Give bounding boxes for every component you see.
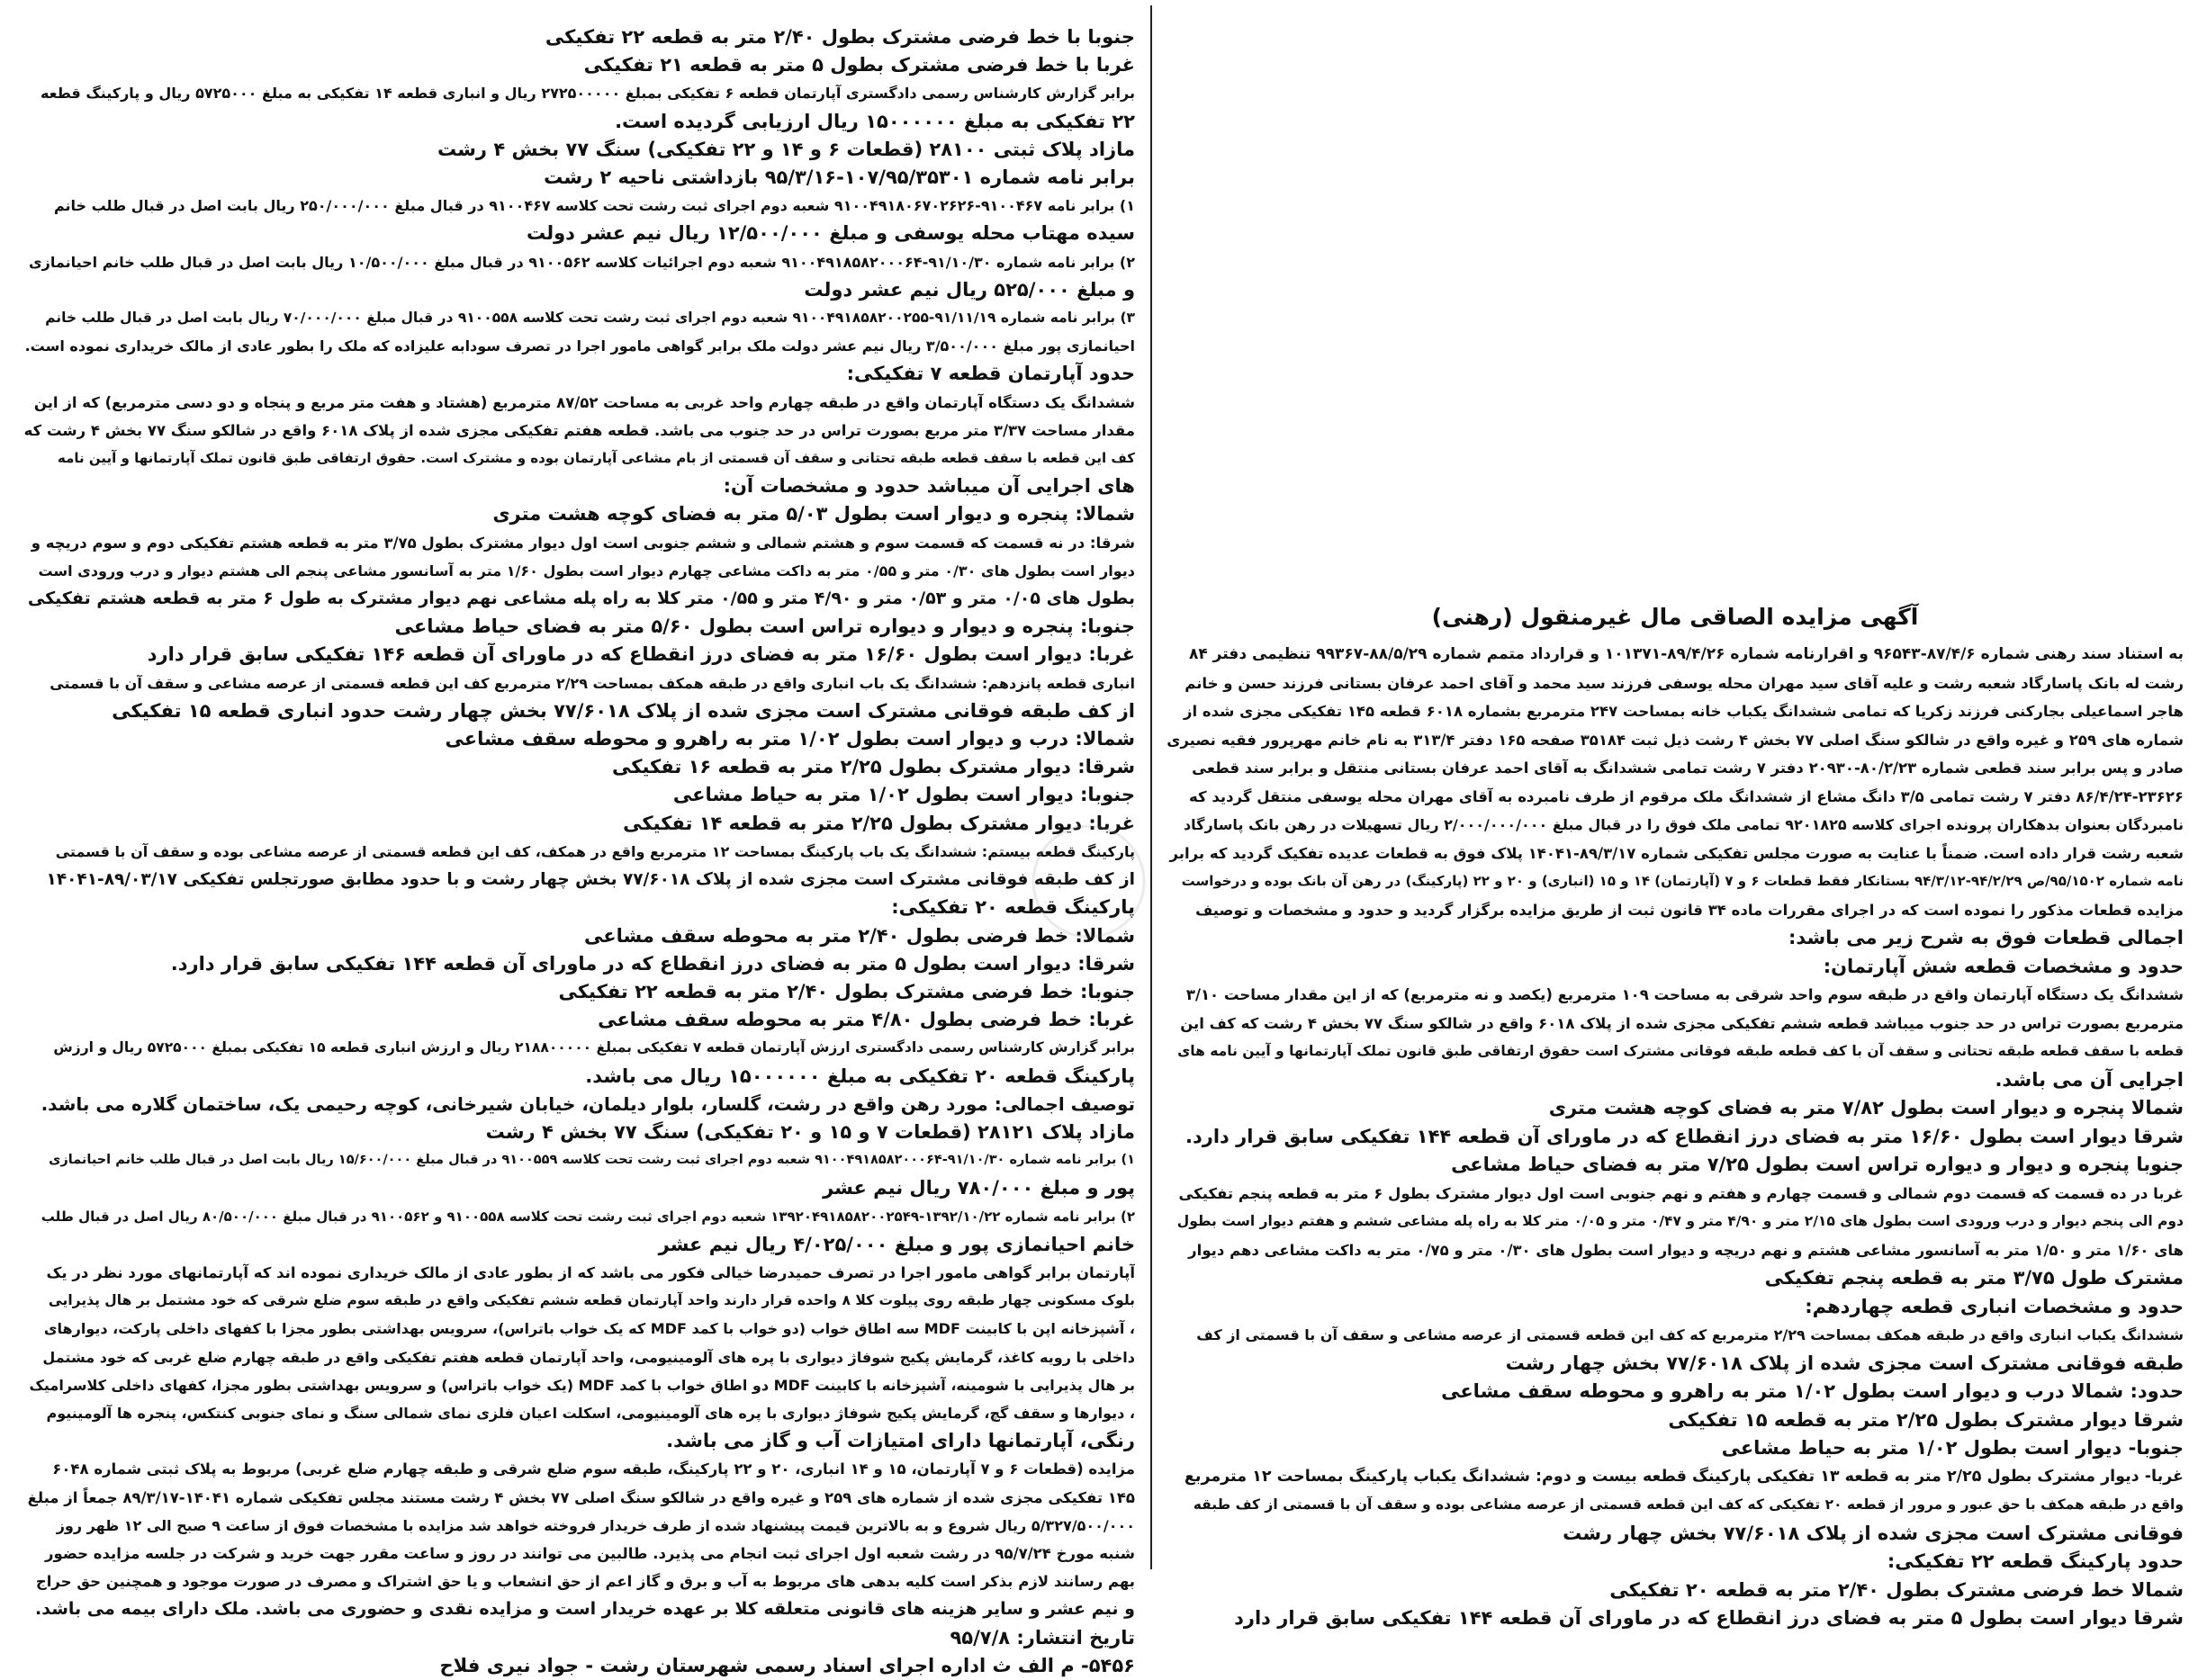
text-line: برابر نامه شماره ۱۰۷/۹۵/۳۵۳۰۱-۹۵/۳/۱۶ بازداشتی ناحیه ۲ رشت <box>544 166 1135 189</box>
text-line: مقدار مساحت ۳/۳۷ متر مربع بصورت تراس در حد جنوب می باشد. قطعه هفتم تفکیکی مجزی شده از پلاک ۶۰۱۸ واقع در شالکو سنگ ۷۷ بخش ۴ رشت که <box>23 421 1135 439</box>
text-line: شرقا دیوار است بطول ۵ متر به فضای درز انقطاع که در ماورای آن قطعه ۱۴۴ تفکیکی سابق قرار دارد <box>1234 1607 2184 1629</box>
text-line: دوم الی پنجم دیوار و درب ورودی است بطول های ۲/۱۵ متر و ۴/۹۰ متر و ۰/۴۷ متر و ۰/۰۵ متر کلا به راه پله مشاعی ششم و هفتم دیوار است بطول <box>1176 1213 2184 1229</box>
text-line: شرقا دیوار مشترک بطول ۲/۲۵ متر به قطعه ۱۵ تفکیکی <box>1668 1408 2184 1431</box>
text-line: بلوک مسکونی چهار طبقه روی پیلوت کلا ۸ واحده قرار دارند واحد آپارتمان قطعه ششم تفکیکی واقع در طبقه سوم ضلع شرقی که خود مشتمل بر هال پذیرایی <box>48 1292 1135 1309</box>
text-line: شرقا: دیوار است بطول ۵ متر به فضای درز انقطاع که در ماورای آن قطعه ۱۴۴ تفکیکی سابق قرار دارد. <box>170 952 1135 975</box>
text-line: طبقه فوقانی مشترک است مجزی شده از پلاک ۷۷/۶۰۱۸ بخش چهار رشت <box>1505 1352 2184 1374</box>
text-line: حدود و مشخصات قطعه شش آپارتمان: <box>1823 955 2184 977</box>
text-line: و مبلغ ۵۲۵/۰۰۰ ریال نیم عشر دولت <box>804 278 1135 301</box>
newspaper-page <box>5 5 2191 1676</box>
text-line: برابر گزارش کارشناس رسمی دادگستری ارزش آپارتمان قطعه ۷ تفکیکی بمبلغ ۲۱۸۸۰۰۰۰۰ ریال و ارزش انباری قطعه ۱۵ تفکیکی بمبلغ ۵۷۲۵۰۰۰ ریال و ارزش <box>53 1039 1135 1056</box>
text-line: مازاد پلاک ۲۸۱۲۱ (قطعات ۷ و ۱۵ و ۲۰ تفکیکی) سنگ ۷۷ بخش ۴ رشت <box>485 1120 1135 1143</box>
text-line: های اجرایی آن میباشد حدود و مشخصات آن: <box>723 475 1135 498</box>
text-line: غربا- دیوار مشترک بطول ۲/۲۵ متر به قطعه ۱۳ تفکیکی پارکینگ قطعه بیست و دوم: ششدانگ یکباب پارکینگ بمساحت ۱۲ مترمربع <box>1184 1467 2184 1486</box>
text-line: دیوار است بطول های ۰/۳۰ متر و ۰/۵۵ متر به داکت مشاعی چهارم دیوار است بطول ۱/۶۰ متر به آسانسور مشاعی پنجم الی هشتم دیوار و درب ورودی است <box>38 561 1135 579</box>
text-line: پارکینگ قطعه بیستم: ششدانگ یک باب پارکینگ بمساحت ۱۲ مترمربع واقع در همکف، کف این قطعه قسمتی از عرصه مشاعی بوده و سقف آن با قسمتی <box>55 842 1135 860</box>
text-line: و نیم عشر و سایر هزینه های قانونی متعلقه کلا بر عهده خریدار است و مزایده نقدی و حضوری می باشد. ملک دارای بیمه می باشد. <box>35 1599 1135 1620</box>
text-line: شمالا خط فرضی مشترک بطول ۲/۴۰ متر به قطعه ۲۰ تفکیکی <box>1609 1578 2184 1601</box>
text-line: سیده مهتاب محله یوسفی و مبلغ ۱۲/۵۰۰/۰۰۰ ریال نیم عشر دولت <box>527 222 1135 245</box>
text-line: مزایده (قطعات ۶ و ۷ آپارتمان، ۱۵ و ۱۴ انباری، ۲۰ و ۲۲ پارکینگ، طبقه سوم ضلع شرقی و طبقه چهارم ضلع غربی) مربوط به پلاک ثبتی شماره ۶۰۴۸ <box>52 1460 1135 1478</box>
text-line: غربا با خط فرضی مشترک بطول ۵ متر به قطعه ۲۱ تفکیکی <box>583 54 1135 76</box>
text-line: جنوبا: پنجره و دیوار و دیواره تراس است بطول ۵/۶۰ متر به فضای حیاط مشاعی <box>394 615 1135 638</box>
text-line: ۱) برابر نامه شماره ۹۱/۱۰/۳۰-۹۱۰۰۴۹۱۸۵۸۲۰۰۰۶۴ شعبه دوم اجرای ثبت رشت تحت کلاسه ۹۱۰۰۵۵۹ در قبال مبلغ ۱۵/۶۰۰/۰۰۰ ریال بابت اصل در قبال طلب خانم احیانمازی <box>49 1153 1135 1168</box>
text-line: پارکینگ قطعه ۲۰ تفکیکی: <box>891 896 1135 919</box>
text-line: بر هال پذیرایی با شومینه، آشپزخانه با کابینت MDF دو اطاق خواب با کمد MDF (یک خواب باتراس) و سرویس بهداشتی بطور مجزا، کفهای داخلی کلاسرامیک <box>29 1376 1135 1394</box>
text-line: احیانمازی پور مبلغ ۳/۵۰۰/۰۰۰ ریال نیم عشر دولت ملک برابر گواهی مامور اجرا در تصرف سودابه علیزاده که ملک را بطور عادی از مالک خریداری نموده است. <box>24 337 1135 355</box>
text-line: اجرایی آن می باشد. <box>1995 1068 2184 1091</box>
text-line: مزایده قطعات مذکور را نموده است که در اجرای مقررات ماده ۳۴ قانون ثبت از طریق مزایده برگزار گردید و حدود و مشخصات و توصیف <box>1195 901 2184 919</box>
text-line: رشت له بانک پاسارگاد شعبه رشت و علیه آقای سید مهران محله یوسفی فرزند سید محمد و آقای احمد عرفان بستانی فرزند حسن و خانم <box>1185 674 2184 692</box>
text-line: توصیف اجمالی: مورد رهن واقع در رشت، گلسار، بلوار دیلمان، خیابان شیرخانی، کوچه رحیمی یک، ساختمان گلاره می باشد. <box>41 1092 1135 1115</box>
text-line: نامبردگان بعنوان بدهکاران پرونده اجرای کلاسه ۹۲۰۱۸۲۵ تمامی ملک فوق را در قبال مبلغ ۲/۰۰۰/۰۰۰/۰۰۰ ریال تسهیلات در رهن بانک پاسارگاد <box>1183 816 2184 833</box>
text-line: شرقا دیوار است بطول ۱۶/۶۰ متر به فضای درز انقطاع که در ماورای آن قطعه ۱۴۴ تفکیکی سابق قرار دارد. <box>1185 1125 2184 1147</box>
text-line: ۳) برابر نامه شماره ۹۱/۱۱/۱۹-۹۱۰۰۴۹۱۸۵۸۲۰۰۲۵۵ شعبه دوم اجرای ثبت رشت تحت کلاسه ۹۱۰۰۵۵۸ در قبال مبلغ ۷۰/۰۰۰/۰۰۰ ریال بابت اصل در قبال طلب خانم <box>45 310 1135 327</box>
left-column-notice-text <box>23 23 1135 1680</box>
text-line: شعبه رشت قرار داده است. ضمناً با عنایت به صورت مجلس تفکیکی شماره ۸۹/۳/۱۷-۱۴۰۴۱ پلاک فوق به قطعات عدیده تفکیک گردید که برابر <box>1169 844 2184 862</box>
text-line: خانم احیانمازی پور و مبلغ ۴/۰۲۵/۰۰۰ ریال نیم عشر <box>658 1233 1135 1255</box>
text-line: ششدانگ یکباب انباری واقع در طبقه همکف بمساحت ۲/۲۹ مترمربع که کف این قطعه قسمتی از عرصه مشاعی و سقف آن با قسمتی از کف <box>1196 1326 2184 1343</box>
text-line: پارکینگ قطعه ۲۰ تفکیکی به مبلغ ۱۵۰۰۰۰۰۰ ریال می باشد. <box>585 1065 1135 1087</box>
text-line: شنبه مورخ ۹۵/۷/۲۴ در رشت شعبه اول اجرای ثبت انجام می پذیرد. طالبین می توانند در روز و ساعت مقرر جهت خرید و شرکت در جلسه مزایده حضور <box>45 1544 1135 1562</box>
notice-title: آگهی مزایده الصاقی مال غیرمنقول (رهنی) <box>1431 604 1919 630</box>
text-line: بطول های ۰/۰۵ متر و ۰/۵۳ متر و ۴/۹۰ متر و ۰/۵۵ متر کلا به راه پله مشاعی نهم دیوار مشترک به طول ۶ متر به قطعه هشتم تفکیکی <box>27 588 1135 609</box>
text-line: شمالا: پنجره و دیوار است بطول ۵/۰۳ متر به فضای کوچه هشت متری <box>492 503 1135 526</box>
text-line: ششدانگ یک دستگاه آپارتمان واقع در طبقه سوم واحد شرقی به مساحت ۱۰۹ مترمربع (یکصد و نه مترمربع) که از این مقدار مساحت ۳/۱۰ <box>1185 986 2184 1003</box>
text-line: شمالا: درب و دیوار است بطول ۱/۰۲ متر به راهرو و محوطه سقف مشاعی <box>445 728 1135 750</box>
text-line: حدود آپارتمان قطعه ۷ تفکیکی: <box>846 363 1135 385</box>
text-line: مازاد پلاک ثبتی ۲۸۱۰۰ (قطعات ۶ و ۱۴ و ۲۲ تفکیکی) سنگ ۷۷ بخش ۴ رشت <box>437 138 1135 160</box>
text-line: ، آشپزخانه اپن با کابینت MDF سه اطاق خواب (دو خواب با کمد MDF که یک خواب باتراس)، سرویس بهداشتی بطور مجزا با کفهای داخلی پارکت، دیوارهای <box>43 1320 1135 1338</box>
text-line: مشترک طول ۳/۷۵ متر به قطعه پنجم تفکیکی <box>1764 1267 2184 1289</box>
text-line: ششدانگ یک دستگاه آپارتمان واقع در طبقه چهارم واحد غربی به مساحت ۸۷/۵۲ مترمربع (هشتاد و هفت متر مربع و پنجاه و دو دسی مترمربع) که از این <box>33 393 1135 411</box>
text-line: ، دیوارها و سقف گچ، گرمایش پکیج شوفاژ دیواری با پره های آلومینیومی، اسکلت اعیان فلزی نمای شمالی سنگ و نمای جنوبی کنتکس، پنجره ها آلومینیوم <box>46 1404 1135 1422</box>
text-line: غربا در ده قسمت که قسمت دوم شمالی و قسمت چهارم و هفتم و نهم جنوبی است اول دیوار مشترک بطول ۶ متر به قطعه پنجم تفکیکی <box>1178 1184 2184 1202</box>
text-line: به استناد سند رهنی شماره ۸۷/۴/۶-۹۶۵۴۳ و اقرارنامه شماره ۸۹/۴/۲۶-۱۰۱۳۷۱ و قرارداد متمم شماره ۸۸/۵/۲۹-۹۹۳۶۷ تنظیمی دفتر ۸۴ <box>1188 645 2184 663</box>
text-line: شماره های ۲۵۹ و غیره واقع در شالکو سنگ اصلی ۷۷ بخش ۴ رشت ذیل ثبت ۳۵۱۸۴ صفحه ۱۶۵ دفتر ۳۱۳/۴ به نام خانم مهرپرور فقیه نصیری <box>1167 731 2184 749</box>
right-column-body <box>1167 641 2184 1633</box>
text-line: واقع در طبقه همکف با حق عبور و مرور از قطعه ۲۰ تفکیکی که کف این قطعه قسمتی از عرصه مشاعی بوده و سقف آن با قسمتی از کف طبقه <box>1193 1496 2184 1513</box>
right-column-notice <box>1167 599 2184 1633</box>
text-line: نامه شماره ۹۵/۱۵۰۲/ص ۹۴/۲/۲۹-۹۴/۳/۱۲ بستانکار فقط قطعات ۶ و ۷ (آپارتمان) ۱۴ و ۱۵ (انباری) و ۲۰ و ۲۲ (پارکینگ) در رهن آن بانک بوده و درخواست <box>1181 873 2184 889</box>
text-line: بهم رسانند لازم بذکر است کلیه بدهی های مربوط به آب و برق و گاز اعم از حق انشعاب و یا حق اشتراک و مصرف در صورت موجود و همچنین حق حراج <box>35 1573 1135 1591</box>
text-line: مترمربع بصورت تراس در حد جنوب میباشد قطعه ششم تفکیکی مجزی شده از پلاک ۶۰۱۸ واقع در شالکو سنگ ۷۷ بخش ۴ رشت که کف این <box>1180 1014 2184 1032</box>
column-divider <box>1150 5 1152 1569</box>
text-line: ۱) برابر نامه ۹۱۰۰۴۶۷-۹۱۰۰۴۹۱۸۰۶۷۰۲۶۲۶ شعبه دوم اجرای ثبت رشت تحت کلاسه ۹۱۰۰۴۶۷ در قبال مبلغ ۲۵۰/۰۰۰/۰۰۰ ریال بابت اصل در قبال طلب خانم <box>53 197 1135 215</box>
text-line: کف این قطعه با سقف قطعه طبقه تحتانی و سقف آن قسمتی از بام مشاعی آپارتمان بوده و مشترک است. حقوق ارتفاقی طبق قانون تملک آپارتمانها و آیین نامه <box>58 450 1135 467</box>
text-line: پور و مبلغ ۷۸۰/۰۰۰ ریال نیم عشر <box>823 1177 1135 1199</box>
text-line: اجمالی قطعات فوق به شرح زیر می باشد: <box>1788 927 2184 948</box>
text-line: غربا: دیوار مشترک بطول ۲/۲۵ متر به قطعه ۱۴ تفکیکی <box>623 812 1135 834</box>
text-line: شمالا: خط فرضی بطول ۲/۴۰ متر به محوطه سقف مشاعی <box>584 924 1135 947</box>
text-line: فوقانی مشترک است مجزی شده از پلاک ۷۷/۶۰۱۸ بخش چهار رشت <box>1563 1522 2184 1544</box>
text-line: از کف طبقه فوقانی مشترک است مجزی شده از پلاک ۷۷/۶۰۱۸ بخش چهار رشت حدود انباری قطعه ۱۵ تفکیکی <box>112 699 1135 722</box>
text-line: صادر و پس برابر سند قطعی شماره ۸۰/۲/۲۳-۲۰۹۳۰ دفتر ۷ رشت تمامی ششدانگ به آقای احمد عرفان بستانی منتقل و برابر سند قطعی <box>1192 759 2184 777</box>
text-line: ۵۴۵۶- م الف ث اداره اجرای اسناد رسمی شهرستان رشت - جواد نیری فلاح <box>439 1654 1135 1676</box>
text-line: جنوبا با خط فرضی مشترک بطول ۲/۴۰ متر به قطعه ۲۲ تفکیکی <box>545 26 1135 48</box>
text-line: ۸۶/۴/۲۴-۲۳۶۲۶ دفتر ۷ رشت تمامی ۳/۵ دانگ مشاع از ششدانگ ملک مرقوم از طرف نامبرده به آقای مهران محله یوسفی منتقل گردید که <box>1189 787 2184 805</box>
text-line: های ۱/۶۰ متر و ۱/۵۰ متر به آسانسور مشاعی هشتم و نهم دریچه و دیوار است بطول های ۰/۳۰ متر و ۰/۷۵ متر به داکت مشاعی دهم دیوار <box>1188 1241 2184 1259</box>
text-line: حدود پارکینگ قطعه ۲۲ تفکیکی: <box>1887 1550 2184 1572</box>
text-line: شرقا: دیوار مشترک بطول ۲/۲۵ متر به قطعه ۱۶ تفکیکی <box>612 756 1135 778</box>
text-line: شمالا پنجره و دیوار است بطول ۷/۸۲ متر به فضای کوچه هشت متری <box>1548 1097 2184 1119</box>
text-line: ۲) برابر نامه شماره ۱۳۹۲/۱۰/۲۲-۱۳۹۲۰۴۹۱۸۵۸۲۰۰۲۵۴۹ شعبه دوم اجرای ثبت رشت تحت کلاسه ۹۱۰۰۵۵۸ و ۹۱۰۰۵۶۲ در قبال مبلغ ۸۰/۵۰۰/۰۰۰ ریال اصل در قبال طلب <box>41 1208 1135 1225</box>
text-line: هاجر اسماعیلی بجارکنی فرزند زکریا که تمامی ششدانگ یکباب خانه بمساحت ۲۴۷ مترمربع بشماره ۶۰۱۸ قطعه ۱۴۵ تفکیکی مجزی شده از <box>1184 703 2184 720</box>
text-line: انباری قطعه پانزدهم: ششدانگ یک باب انباری واقع در طبقه همکف بمساحت ۲/۲۹ مترمربع کف این قطعه قسمتی از عرصه مشاعی و سقف آن با قسمتی <box>50 674 1135 692</box>
text-line: جنوبا: دیوار است بطول ۱/۰۲ متر به حیاط مشاعی <box>672 784 1135 806</box>
text-line: رنگی، آپارتمانها دارای امتیازات آب و گاز می باشد. <box>666 1430 1135 1452</box>
text-line: جنوبا- دیوار است بطول ۱/۰۲ متر به حیاط مشاعی <box>1721 1437 2184 1459</box>
text-line: حدود: شمالا درب و دیوار است بطول ۱/۰۲ متر به راهرو و محوطه سقف مشاعی <box>1441 1380 2184 1402</box>
text-line: ۲۲ تفکیکی به مبلغ ۱۵۰۰۰۰۰۰ ریال ارزیابی گردیده است. <box>615 110 1135 132</box>
text-line: غربا: دیوار است بطول ۱۶/۶۰ متر به فضای درز انقطاع که در ماورای آن قطعه ۱۴۶ تفکیکی سابق قرار دارد <box>147 643 1135 666</box>
text-line: قطعه با سقف قطعه طبقه تحتانی و سقف آن با کف قطعه طبقه فوقانی مشترک است حقوق ارتفاقی طبق قانون تملک آپارتمانها و آیین نامه های <box>1177 1043 2184 1059</box>
text-line: از کف طبقه فوقانی مشترک است مجزی شده از پلاک ۷۷/۶۰۱۸ بخش چهار رشت و با حدود مطابق صورتجلس تفکیکی ۸۹/۰۳/۱۷-۱۴۰۴۱ <box>46 870 1135 890</box>
text-line: ۱۴۵ تفکیکی مجزی شده از شماره های ۲۵۹ و غیره واقع در شالکو سنگ اصلی ۷۷ بخش ۴ رشت مستند مجلس تفکیکی شماره ۱۴۰۴۱-۸۹/۳/۱۷ جمعاً از مبلغ <box>27 1488 1135 1506</box>
text-line: ۲) برابر نامه شماره ۹۱/۱۰/۳۰-۹۱۰۰۴۹۱۸۵۸۲۰۰۰۶۴ شعبه دوم اجرائیات کلاسه ۹۱۰۰۵۶۲ در قبال مبلغ ۱۰/۵۰۰/۰۰۰ ریال بابت اصل در قبال طلب خانم احیانمازی <box>28 253 1135 271</box>
text-line: جنوبا: خط فرضی مشترک بطول ۲/۴۰ متر به قطعه ۲۲ تفکیکی <box>558 980 1135 1002</box>
text-line: شرقا: در نه قسمت که قسمت سوم و هشتم شمالی و ششم جنوبی است اول دیوار مشترک بطول ۳/۷۵ متر به قطعه هشتم تفکیکی دوم و سوم دریچه و <box>31 534 1135 552</box>
text-line: حدود و مشخصات انباری قطعه چهاردهم: <box>1805 1295 2184 1317</box>
text-line: تاریخ انتشار: ۹۵/۷/۸ <box>950 1626 1135 1649</box>
text-line: آپارتمان برابر گواهی مامور اجرا در تصرف حمیدرضا خیالی فکور می باشد که از بطور عادی از مالک خریداری نموده اند که آپارتمانهای مورد نظر در یک <box>46 1263 1135 1281</box>
text-line: ۵/۳۲۷/۵۰۰/۰۰۰ ریال شروع و به بالاترین قیمت پیشنهاد شده از طرف خریدار فروخته خواهد شد مزایده با مشخصات فوق از ساعت ۹ صبح الی ۱۲ ظهر روز <box>56 1516 1135 1534</box>
text-line: برابر گزارش کارشناس رسمی دادگستری آپارتمان قطعه ۶ تفکیکی بمبلغ ۲۷۲۵۰۰۰۰۰ ریال و انباری قطعه ۱۴ تفکیکی به مبلغ ۵۷۲۵۰۰۰ ریال و پارکینگ قطعه <box>40 85 1135 103</box>
text-line: غربا: خط فرضی بطول ۴/۸۰ متر به محوطه سقف مشاعی <box>598 1009 1135 1031</box>
text-line: جنوبا پنجره و دیوار و دیواره تراس است بطول ۷/۲۵ متر به فضای حیاط مشاعی <box>1451 1154 2184 1175</box>
text-line: داخلی با رویه کاغذ، گرمایش پکیج شوفاژ دیواری با پره های آلومینیومی، واحد آپارتمان قطعه هفتم تفکیکی واقع در طبقه چهارم ضلع غربی که خود مشتمل <box>42 1348 1135 1366</box>
